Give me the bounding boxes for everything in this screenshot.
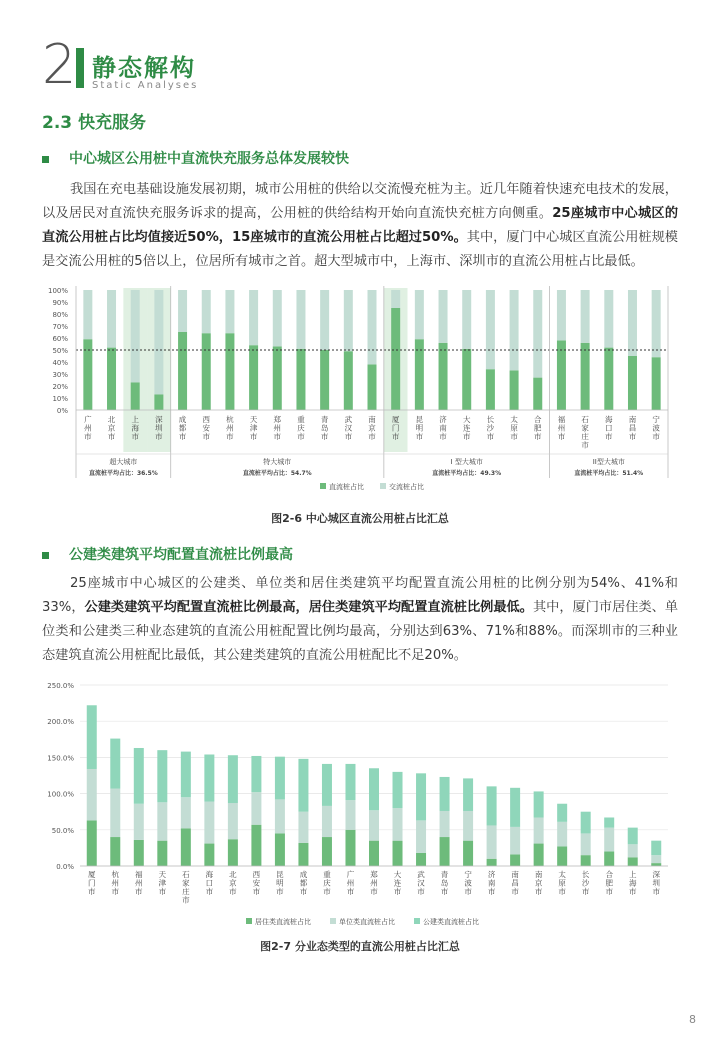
legend-label: 单位类直流桩占比	[339, 918, 395, 926]
bar-ac	[652, 290, 661, 357]
bar-unit	[322, 806, 332, 837]
bar-unit	[228, 803, 238, 839]
bar-residential	[298, 843, 308, 866]
bar-dc	[320, 350, 329, 410]
bar-unit	[440, 811, 450, 837]
x-tick-label: 大连市	[462, 415, 471, 441]
page-number: 8	[689, 1013, 696, 1026]
y-tick-label: 0%	[56, 407, 68, 415]
bar-unit	[87, 769, 97, 820]
legend-swatch	[414, 918, 420, 924]
y-tick-label: 40%	[52, 359, 68, 367]
bar-dc	[604, 348, 613, 410]
bar-residential	[393, 841, 403, 866]
bar-public	[604, 817, 614, 827]
bar-dc	[368, 364, 377, 410]
legend-label: 公建类直流桩占比	[423, 918, 479, 926]
group-label: I 型大城市	[450, 458, 483, 466]
bar-residential	[275, 833, 285, 866]
bar-unit	[110, 789, 120, 838]
bullet-square-icon	[42, 552, 49, 559]
group-label: 超大城市	[109, 458, 138, 466]
x-tick-label: 成都市	[178, 415, 187, 441]
x-tick-label: 郑州市	[370, 870, 378, 896]
bar-unit	[628, 844, 638, 857]
bar-dc	[202, 333, 211, 410]
bar-residential	[651, 863, 661, 866]
x-tick-label: 杭州市	[111, 870, 120, 896]
bar-dc	[344, 351, 353, 410]
bar-residential	[228, 839, 238, 866]
y-tick-label: 90%	[52, 299, 68, 307]
bar-ac	[320, 290, 329, 350]
bar-public	[345, 764, 355, 800]
bar-dc	[296, 349, 305, 410]
x-tick-label: 西安市	[252, 870, 261, 896]
paragraph-text: 25座城市中心城区的公建类、单位类和居住类建筑平均配置直流公用桩的比例分别为54%、41%和33%，	[42, 576, 678, 615]
bar-residential	[581, 855, 591, 866]
bar-dc	[178, 332, 187, 410]
bar-unit	[369, 810, 379, 840]
bar-dc	[131, 382, 140, 410]
x-tick-label: 成都市	[299, 870, 308, 896]
bar-residential	[251, 825, 261, 866]
x-tick-label: 合肥市	[534, 415, 542, 441]
x-tick-label: 青岛市	[320, 415, 329, 441]
bar-residential	[628, 857, 638, 866]
bar-ac	[178, 290, 187, 332]
x-tick-label: 石家庄市	[581, 415, 589, 450]
paragraph-text: 其中，厦门中心城区直流公用桩规模是交流公用桩的5倍以上，位居所有城市之首。超大型城市中，上海市、深圳市的直流公用桩占比最低。	[42, 230, 678, 269]
bar-residential	[345, 830, 355, 866]
bar-public	[369, 768, 379, 810]
bar-ac	[462, 290, 471, 349]
bar-ac	[604, 290, 613, 348]
bar-residential	[440, 837, 450, 866]
x-tick-label: 大连市	[393, 870, 402, 896]
bar-dc	[391, 308, 400, 410]
subheading-public-building	[42, 544, 293, 564]
x-tick-label: 海口市	[605, 415, 613, 441]
figure-caption-1: 图2-6 中心城区直流公用桩占比汇总	[271, 512, 449, 525]
bar-residential	[604, 852, 614, 866]
bar-public	[228, 755, 238, 803]
section-title: 2.3 快充服务	[42, 113, 147, 133]
bar-ac	[154, 290, 163, 394]
x-tick-label: 广州市	[346, 870, 355, 896]
bar-ac	[131, 290, 140, 382]
subheading-text: 公建类建筑平均配置直流桩比例最高	[69, 547, 293, 563]
bar-ac	[486, 290, 495, 369]
paragraph-text: 我国在充电基础设施发展初期，城市公用桩的供给以交流慢充桩为主。近几年随着快速充电技术的发展，以及居民对直流快充服务诉求的提高，公用桩的供给结构开始向直流快充桩方向侧重。	[42, 182, 678, 221]
paragraph-bold-text: 25座城市中心城区的直流公用桩占比均值接近50%，15座城市的直流公用桩占比超过50%。	[42, 206, 679, 245]
y-tick-label: 0.0%	[56, 863, 74, 871]
bar-dc	[462, 349, 471, 410]
bar-unit	[416, 820, 426, 853]
group-average: 直流桩平均占比：49.3%	[432, 470, 502, 477]
bar-residential	[322, 837, 332, 866]
bar-dc	[652, 357, 661, 410]
bar-ac	[273, 290, 282, 346]
bar-dc	[533, 378, 542, 410]
bar-ac	[557, 290, 566, 340]
bar-public	[393, 772, 403, 808]
x-tick-label: 南京市	[368, 415, 376, 441]
bar-ac	[581, 290, 590, 343]
y-tick-label: 150.0%	[47, 754, 74, 763]
bar-unit	[534, 817, 544, 843]
bar-public	[463, 778, 473, 811]
bar-unit	[134, 804, 144, 840]
bar-ac	[415, 290, 424, 339]
x-tick-label: 合肥市	[605, 870, 613, 896]
bar-public	[110, 739, 120, 789]
bar-ac	[628, 290, 637, 356]
y-tick-label: 50.0%	[51, 826, 74, 835]
x-tick-label: 南昌市	[628, 415, 637, 441]
legend-swatch	[320, 483, 326, 489]
bar-ac	[107, 290, 116, 348]
y-tick-label: 20%	[52, 383, 68, 391]
bar-dc	[249, 345, 258, 410]
x-tick-label: 武汉市	[417, 870, 425, 896]
legend-swatch	[246, 918, 252, 924]
chart-dc-share-by-city	[38, 280, 678, 495]
bar-public	[204, 755, 214, 802]
bar-public	[651, 841, 661, 855]
y-tick-label: 10%	[52, 395, 68, 403]
x-tick-label: 海口市	[205, 870, 214, 896]
bar-ac	[510, 290, 519, 370]
x-tick-label: 宁波市	[464, 870, 472, 896]
y-tick-label: 30%	[52, 371, 68, 379]
group-average: 直流桩平均占比：36.5%	[88, 470, 158, 477]
bar-public	[322, 764, 332, 806]
x-tick-label: 上海市	[131, 415, 139, 441]
bar-ac	[533, 290, 542, 378]
bar-dc	[154, 394, 163, 410]
group-average: 直流桩平均占比：54.7%	[242, 470, 312, 477]
bar-unit	[251, 792, 261, 825]
y-tick-label: 250.0%	[47, 682, 74, 690]
bar-ac	[83, 290, 92, 339]
bar-unit	[157, 802, 167, 840]
paragraph-dc-development	[42, 178, 678, 274]
bar-ac	[249, 290, 258, 345]
bar-unit	[604, 828, 614, 852]
x-tick-label: 太原市	[558, 870, 566, 896]
subheading-dc-development	[42, 148, 349, 168]
x-tick-label: 昆明市	[276, 870, 284, 896]
bar-public	[534, 791, 544, 817]
y-tick-label: 70%	[52, 323, 68, 331]
paragraph-bold-text: 公建类建筑平均配置直流桩比例最高，居住类建筑平均配置直流桩比例最低。	[84, 600, 533, 615]
bar-public	[157, 750, 167, 802]
bar-dc	[581, 343, 590, 410]
group-label: 特大城市	[263, 458, 292, 466]
group-average: 直流桩平均占比：51.4%	[574, 470, 644, 477]
x-tick-label: 济南市	[439, 415, 447, 441]
chart-dc-share-by-building-type	[38, 676, 678, 932]
x-tick-label: 长沙市	[486, 415, 495, 441]
x-tick-label: 长沙市	[581, 870, 590, 896]
bar-public	[557, 804, 567, 822]
subheading-text: 中心城区公用桩中直流快充服务总体发展较快	[69, 151, 349, 167]
bar-public	[581, 812, 591, 834]
bar-unit	[275, 799, 285, 833]
bar-dc	[510, 370, 519, 410]
bar-unit	[204, 802, 214, 844]
bar-public	[87, 705, 97, 769]
bar-unit	[510, 827, 520, 855]
bar-residential	[87, 820, 97, 866]
bar-ac	[368, 290, 377, 364]
bar-dc	[486, 369, 495, 410]
bar-dc	[107, 348, 116, 410]
group-label: II型大城市	[592, 458, 625, 466]
x-tick-label: 昆明市	[415, 415, 424, 441]
x-tick-label: 青岛市	[440, 870, 449, 896]
y-tick-label: 50%	[52, 347, 68, 355]
bar-public	[628, 828, 638, 845]
bar-dc	[557, 340, 566, 410]
y-tick-label: 80%	[52, 311, 68, 319]
x-tick-label: 北京市	[107, 415, 116, 441]
x-tick-label: 石家庄市	[182, 870, 190, 905]
bar-public	[440, 777, 450, 811]
x-tick-label: 重庆市	[323, 870, 331, 896]
bar-ac	[296, 290, 305, 349]
x-tick-label: 广州市	[84, 415, 92, 441]
bar-dc	[225, 333, 234, 410]
bar-unit	[298, 812, 308, 843]
bar-public	[416, 773, 426, 820]
x-tick-label: 宁波市	[652, 415, 660, 441]
bar-residential	[416, 853, 426, 866]
x-tick-label: 杭州市	[226, 415, 234, 441]
paragraph-text: 其中，厦门市居住类、单位类和公建类三种业态建筑的直流公用桩配置比例均最高，分别达到63%、71%和88%。而深圳市的三种业态建筑直流公用桩配比最低，其公建类建筑的直流公用桩配比不足20%。	[42, 600, 679, 663]
x-tick-label: 郑州市	[273, 415, 282, 441]
bar-public	[134, 748, 144, 804]
bar-residential	[510, 854, 520, 866]
x-tick-label: 福州市	[557, 415, 566, 441]
x-tick-label: 北京市	[229, 870, 237, 896]
y-tick-label: 60%	[52, 335, 68, 343]
legend-swatch	[330, 918, 336, 924]
x-tick-label: 武汉市	[344, 415, 353, 441]
bar-residential	[534, 844, 544, 866]
bar-residential	[181, 828, 191, 866]
bar-unit	[651, 855, 661, 863]
bar-public	[181, 752, 191, 798]
bullet-square-icon	[42, 156, 49, 163]
x-tick-label: 西安市	[202, 415, 210, 441]
chapter-accent-bar	[76, 48, 84, 88]
figure-caption-2: 图2-7 分业态类型的直流公用桩占比汇总	[260, 940, 460, 953]
bar-residential	[463, 841, 473, 866]
x-tick-label: 深圳市	[155, 415, 163, 441]
bar-public	[298, 759, 308, 812]
x-tick-label: 福州市	[135, 870, 143, 896]
bar-public	[275, 757, 285, 800]
bar-dc	[439, 343, 448, 410]
x-tick-label: 南京市	[534, 870, 543, 896]
chapter-title: 静态解构	[92, 54, 196, 82]
bar-unit	[581, 833, 591, 855]
legend-swatch	[380, 483, 386, 489]
bar-residential	[110, 837, 120, 866]
x-tick-label: 南昌市	[511, 870, 519, 896]
x-tick-label: 深圳市	[652, 870, 660, 896]
x-tick-label: 天津市	[249, 415, 258, 441]
chapter-subtitle: Static Analyses	[92, 80, 199, 91]
bar-ac	[344, 290, 353, 351]
bar-ac	[439, 290, 448, 343]
bar-residential	[134, 840, 144, 866]
x-tick-label: 济南市	[487, 870, 496, 896]
x-tick-label: 太原市	[510, 415, 518, 441]
bar-public	[510, 788, 520, 827]
bar-public	[487, 786, 497, 825]
chapter-number: 2	[42, 33, 77, 96]
bar-residential	[157, 841, 167, 866]
legend-label: 交流桩占比	[389, 483, 424, 491]
bar-residential	[204, 844, 214, 866]
x-tick-label: 天津市	[158, 870, 167, 896]
bar-unit	[181, 797, 191, 828]
bar-unit	[393, 808, 403, 841]
bar-public	[251, 756, 261, 792]
x-tick-label: 重庆市	[297, 415, 305, 441]
bar-residential	[557, 846, 567, 866]
x-tick-label: 厦门市	[88, 870, 96, 896]
legend-label: 直流桩占比	[329, 483, 364, 491]
x-tick-label: 上海市	[628, 870, 637, 896]
bar-ac	[202, 290, 211, 333]
x-tick-label: 厦门市	[391, 415, 400, 441]
bar-residential	[487, 859, 497, 866]
bar-dc	[273, 346, 282, 410]
bar-ac	[391, 290, 400, 308]
legend-label: 居住类直流桩占比	[255, 918, 311, 926]
y-tick-label: 200.0%	[47, 718, 74, 727]
bar-ac	[225, 290, 234, 333]
bar-unit	[463, 811, 473, 841]
bar-unit	[345, 800, 355, 830]
bar-residential	[369, 841, 379, 866]
y-tick-label: 100%	[47, 287, 68, 295]
bar-unit	[487, 825, 497, 858]
y-tick-label: 100.0%	[47, 790, 74, 799]
bar-unit	[557, 822, 567, 847]
paragraph-public-building	[42, 572, 678, 668]
bar-dc	[628, 356, 637, 410]
